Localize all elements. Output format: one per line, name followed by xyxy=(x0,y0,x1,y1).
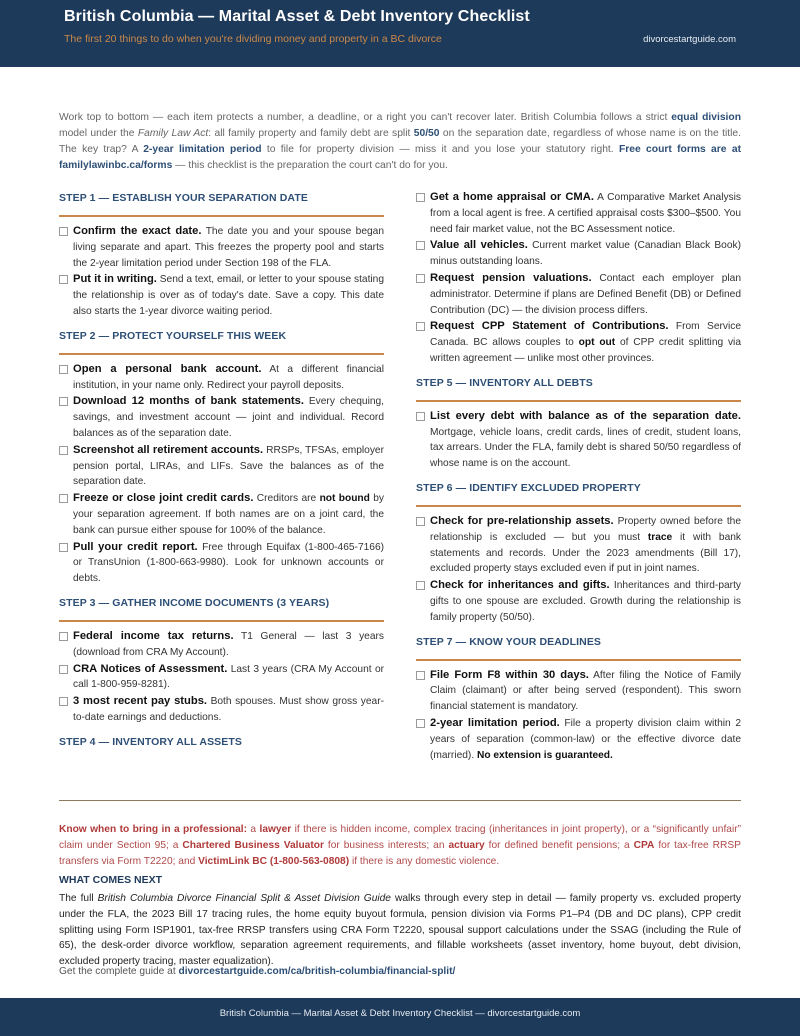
step-divider xyxy=(416,659,741,661)
step-divider xyxy=(59,215,384,217)
page-title: British Columbia — Marital Asset & Debt Inventory Checklist xyxy=(64,8,530,25)
next-body: The full British Columbia Divorce Financial Split & Asset Division Guide walks through every step in detail — family property vs. excluded property under the FLA, the 2023 Bill 17 tracing rules, the home equity buyout formula, pension division via Forms P1–P4 (DB and DC plans), CPP credit splitting using Form ISP1901, tax-free RRSP transfers using CRA Form T2220, spousal support calculations under the SSAG (including the Rule of 65), the desk-order divorce workflow, separation agreement requirements, and fillable worksheets (asset inventory, home buyout, debt division, excluded property tracing, master equalization). xyxy=(59,893,741,968)
checkbox[interactable] xyxy=(416,193,425,202)
checkbox[interactable] xyxy=(59,632,68,641)
checklist-item[interactable]: CRA Notices of Assessment. Last 3 years (CRA My Account or call 1-800-959-8281). xyxy=(59,662,384,694)
checkbox[interactable] xyxy=(59,397,68,406)
step-divider xyxy=(59,353,384,355)
checkbox[interactable] xyxy=(416,241,425,250)
checklist-item[interactable]: Confirm the exact date. The date you and your spouse began living separate and apart. This freezes the property pool and starts the 2-year limitation period under Section 198 of the FLA. xyxy=(59,224,384,271)
right-column xyxy=(416,190,741,764)
guide-link[interactable]: divorcestartguide.com/ca/british-columbia/financial-split/ xyxy=(178,966,456,977)
checkbox[interactable] xyxy=(416,322,425,331)
page-footer xyxy=(0,998,800,1036)
intro-paragraph: Work top to bottom — each item protects a number, a deadline, or a right you can't recover later. British Columbia follows a strict equal division model under the Family Law Act: all family property and family debt are split 50/50 on the separation date, regardless of whose name is on the title. The key trap? A 2-year limitation period to file for property division — miss it and you lose your statutory right. Free court forms are at familylawinbc.ca/forms — this checklist is the preparation the court can't do for you. xyxy=(59,112,742,171)
step-1-heading: STEP 1 — ESTABLISH YOUR SEPARATION DATE xyxy=(59,192,308,204)
checklist-item[interactable]: File Form F8 within 30 days. After filing the Notice of Family Claim (claimant) or after being served (respondent). This sworn financial statement is mandatory. xyxy=(416,668,741,715)
section-divider xyxy=(59,800,741,801)
checklist-item[interactable]: Get a home appraisal or CMA. A Comparative Market Analysis from a local agent is free. A certified appraisal costs $300–$500. You need fair market value, not the BC Assessment notice. xyxy=(416,190,741,237)
step-divider xyxy=(59,620,384,622)
checklist-item[interactable]: Open a personal bank account. At a different financial institution, in your name only. Redirect your payroll deposits. xyxy=(59,362,384,394)
checkbox[interactable] xyxy=(59,543,68,552)
checklist-item[interactable]: Check for pre-relationship assets. Property owned before the relationship is excluded — but you must trace it with bank statements and records. Under the 2023 amendments (Bill 17), excluded property stays excluded even if put in joint names. xyxy=(416,514,741,577)
step-2-heading: STEP 2 — PROTECT YOURSELF THIS WEEK xyxy=(59,329,287,342)
checkbox[interactable] xyxy=(416,274,425,283)
professional-note: Know when to bring in a professional: a lawyer if there is hidden income, complex tracing (inheritances in joint property), or a “significantly unfair” claim under Section 95; a Chartered Business Valuator for business interests; an actuary for defined benefit pensions; a CPA for tax-free RRSP transfers via Form T2220; and VictimLink BC (1-800-563-0808) if there is any domestic violence. xyxy=(59,824,742,867)
checklist-item[interactable]: Download 12 months of bank statements. Every chequing, savings, and investment account — joint and individual. Record balances as of the separation date. xyxy=(59,394,384,441)
checkbox[interactable] xyxy=(416,719,425,728)
checklist-item[interactable]: Request CPP Statement of Contributions. From Service Canada. BC allows couples to opt out of CPP credit splitting via written agreement — unlike most other provinces. xyxy=(416,319,741,366)
step-4-heading: STEP 4 — INVENTORY ALL ASSETS xyxy=(59,735,242,748)
checkbox[interactable] xyxy=(59,275,68,284)
page-subtitle: The first 20 things to do when you're dividing money and property in a BC divorce xyxy=(64,33,442,45)
checklist-item[interactable]: Federal income tax returns. T1 General — last 3 years (download from CRA My Account). xyxy=(59,629,384,661)
checkbox[interactable] xyxy=(59,227,68,236)
left-column xyxy=(59,190,384,751)
checkbox[interactable] xyxy=(416,581,425,590)
checklist-item[interactable]: 3 most recent pay stubs. Both spouses. Must show gross year-to-date earnings and deductions. xyxy=(59,694,384,726)
page-header xyxy=(0,0,800,67)
checkbox[interactable] xyxy=(416,517,425,526)
checklist-item[interactable]: Value all vehicles. Current market value (Canadian Black Book) minus outstanding loans. xyxy=(416,238,741,270)
checklist-item[interactable]: 2-year limitation period. File a property division claim within 2 years of separation (common-law) or the effective divorce date (married). No extension is guaranteed. xyxy=(416,716,741,763)
checkbox[interactable] xyxy=(59,697,68,706)
checklist-item[interactable]: Pull your credit report. Free through Equifax (1-800-465-7166) or TransUnion (1-800-663-9980). Look for unknown accounts or debts. xyxy=(59,540,384,587)
step-divider xyxy=(416,505,741,507)
step-3-heading: STEP 3 — GATHER INCOME DOCUMENTS (3 YEARS) xyxy=(59,596,330,609)
checkbox[interactable] xyxy=(59,365,68,374)
checkbox[interactable] xyxy=(59,665,68,674)
header-site-link[interactable]: divorcestartguide.com xyxy=(643,34,736,45)
checkbox[interactable] xyxy=(59,446,68,455)
checklist-item[interactable]: Freeze or close joint credit cards. Creditors are not bound by your separation agreement. If both names are on a joint card, the bank can pursue either spouse for 100% of the balance. xyxy=(59,491,384,538)
footer-text: British Columbia — Marital Asset & Debt Inventory Checklist — divorcestartguide.com xyxy=(219,1008,581,1019)
step-7-heading: STEP 7 — KNOW YOUR DEADLINES xyxy=(416,635,602,648)
step-5-heading: STEP 5 — INVENTORY ALL DEBTS xyxy=(416,376,593,389)
checklist-item[interactable]: Request pension valuations. Contact each employer plan administrator. Determine if plans are Defined Benefit (DB) or Defined Contribution (DC) — the division process differs. xyxy=(416,271,741,318)
next-heading: WHAT COMES NEXT xyxy=(59,874,163,886)
checkbox[interactable] xyxy=(416,671,425,680)
step-6-heading: STEP 6 — IDENTIFY EXCLUDED PROPERTY xyxy=(416,481,641,494)
checkbox[interactable] xyxy=(416,412,425,421)
checklist-item[interactable]: List every debt with balance as of the separation date. Mortgage, vehicle loans, credit cards, lines of credit, student loans, tax arrears. Under the FLA, family debt is shared 50/50 regardless of whose name is on the account. xyxy=(416,409,741,472)
checkbox[interactable] xyxy=(59,494,68,503)
checklist-item[interactable]: Check for inheritances and gifts. Inheritances and third-party gifts to one spouse are excluded. Growth during the relationship is family property (50/50). xyxy=(416,578,741,625)
checklist-item[interactable]: Put it in writing. Send a text, email, or letter to your spouse stating the relationship is over as of today's date. Save a copy. This date also starts the 1-year divorce waiting period. xyxy=(59,272,384,319)
guide-line: Get the complete guide at divorcestartguide.com/ca/british-columbia/financial-split/ xyxy=(59,966,456,977)
checklist-item[interactable]: Screenshot all retirement accounts. RRSPs, TFSAs, employer pension portal, LIRAs, and LIFs. Save the balances as of the separation date. xyxy=(59,443,384,490)
step-divider xyxy=(416,400,741,402)
